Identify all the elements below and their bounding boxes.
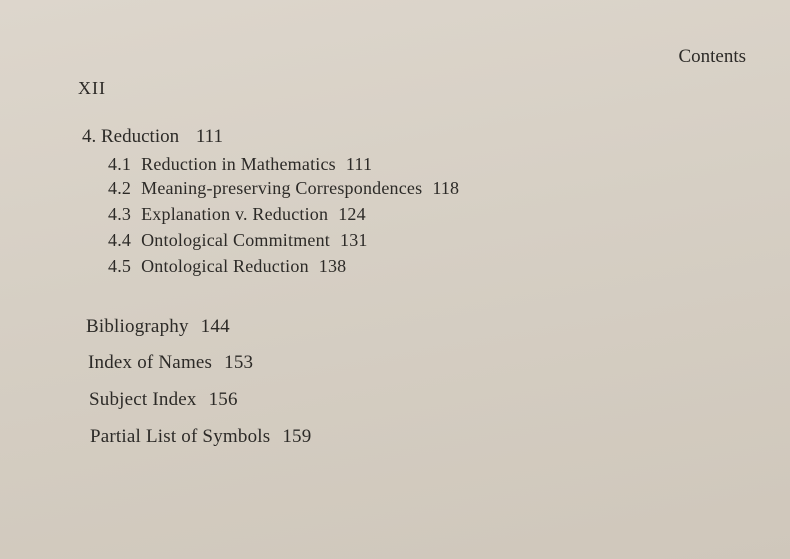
- section-page: 124: [338, 204, 366, 224]
- endmatter-page: 159: [282, 426, 312, 447]
- endmatter-title: Subject Index: [89, 389, 197, 410]
- section-title: Explanation v. Reduction: [141, 204, 329, 224]
- show-through-paragraph: ​: [269, 102, 271, 121]
- chapter-number: 4.: [82, 126, 97, 147]
- page-number: XII: [78, 78, 106, 98]
- section-number: 4.2: [108, 178, 132, 198]
- section-page: 138: [318, 256, 347, 276]
- endmatter-page: 153: [224, 352, 254, 373]
- endmatter-title: Index of Names: [88, 352, 213, 373]
- section-title: Ontological Commitment: [141, 230, 330, 250]
- section-number: 4.3: [108, 204, 132, 224]
- chapter-page: 111: [195, 126, 223, 147]
- section-title: Reduction in Mathematics: [141, 154, 336, 174]
- section-page: 131: [340, 230, 368, 250]
- endmatter-title: Bibliography: [86, 316, 189, 337]
- toc-chapter-entry: [82, 126, 223, 148]
- toc-endmatter-entry: [89, 389, 238, 411]
- section-title: Ontological Reduction: [141, 256, 309, 276]
- toc-section-entry: [108, 154, 372, 175]
- toc-section-entry: [108, 204, 366, 225]
- toc-endmatter-entry: [90, 426, 311, 448]
- toc-section-entry: [108, 256, 346, 277]
- endmatter-page: 156: [208, 389, 238, 410]
- running-head: Contents: [678, 46, 746, 67]
- section-page: 111: [345, 154, 373, 174]
- toc-section-entry: [108, 230, 368, 251]
- section-number: 4.1: [108, 154, 132, 174]
- section-number: 4.5: [108, 256, 132, 276]
- chapter-title: Reduction: [101, 126, 180, 147]
- toc-endmatter-entry: [86, 316, 230, 338]
- toc-section-entry: [108, 178, 459, 199]
- endmatter-page: 144: [200, 316, 230, 337]
- endmatter-title: Partial List of Symbols: [90, 426, 271, 447]
- section-title: Meaning-preserving Correspondences: [141, 178, 423, 198]
- toc-endmatter-entry: [88, 352, 253, 374]
- section-page: 118: [432, 178, 460, 198]
- section-number: 4.4: [108, 230, 132, 250]
